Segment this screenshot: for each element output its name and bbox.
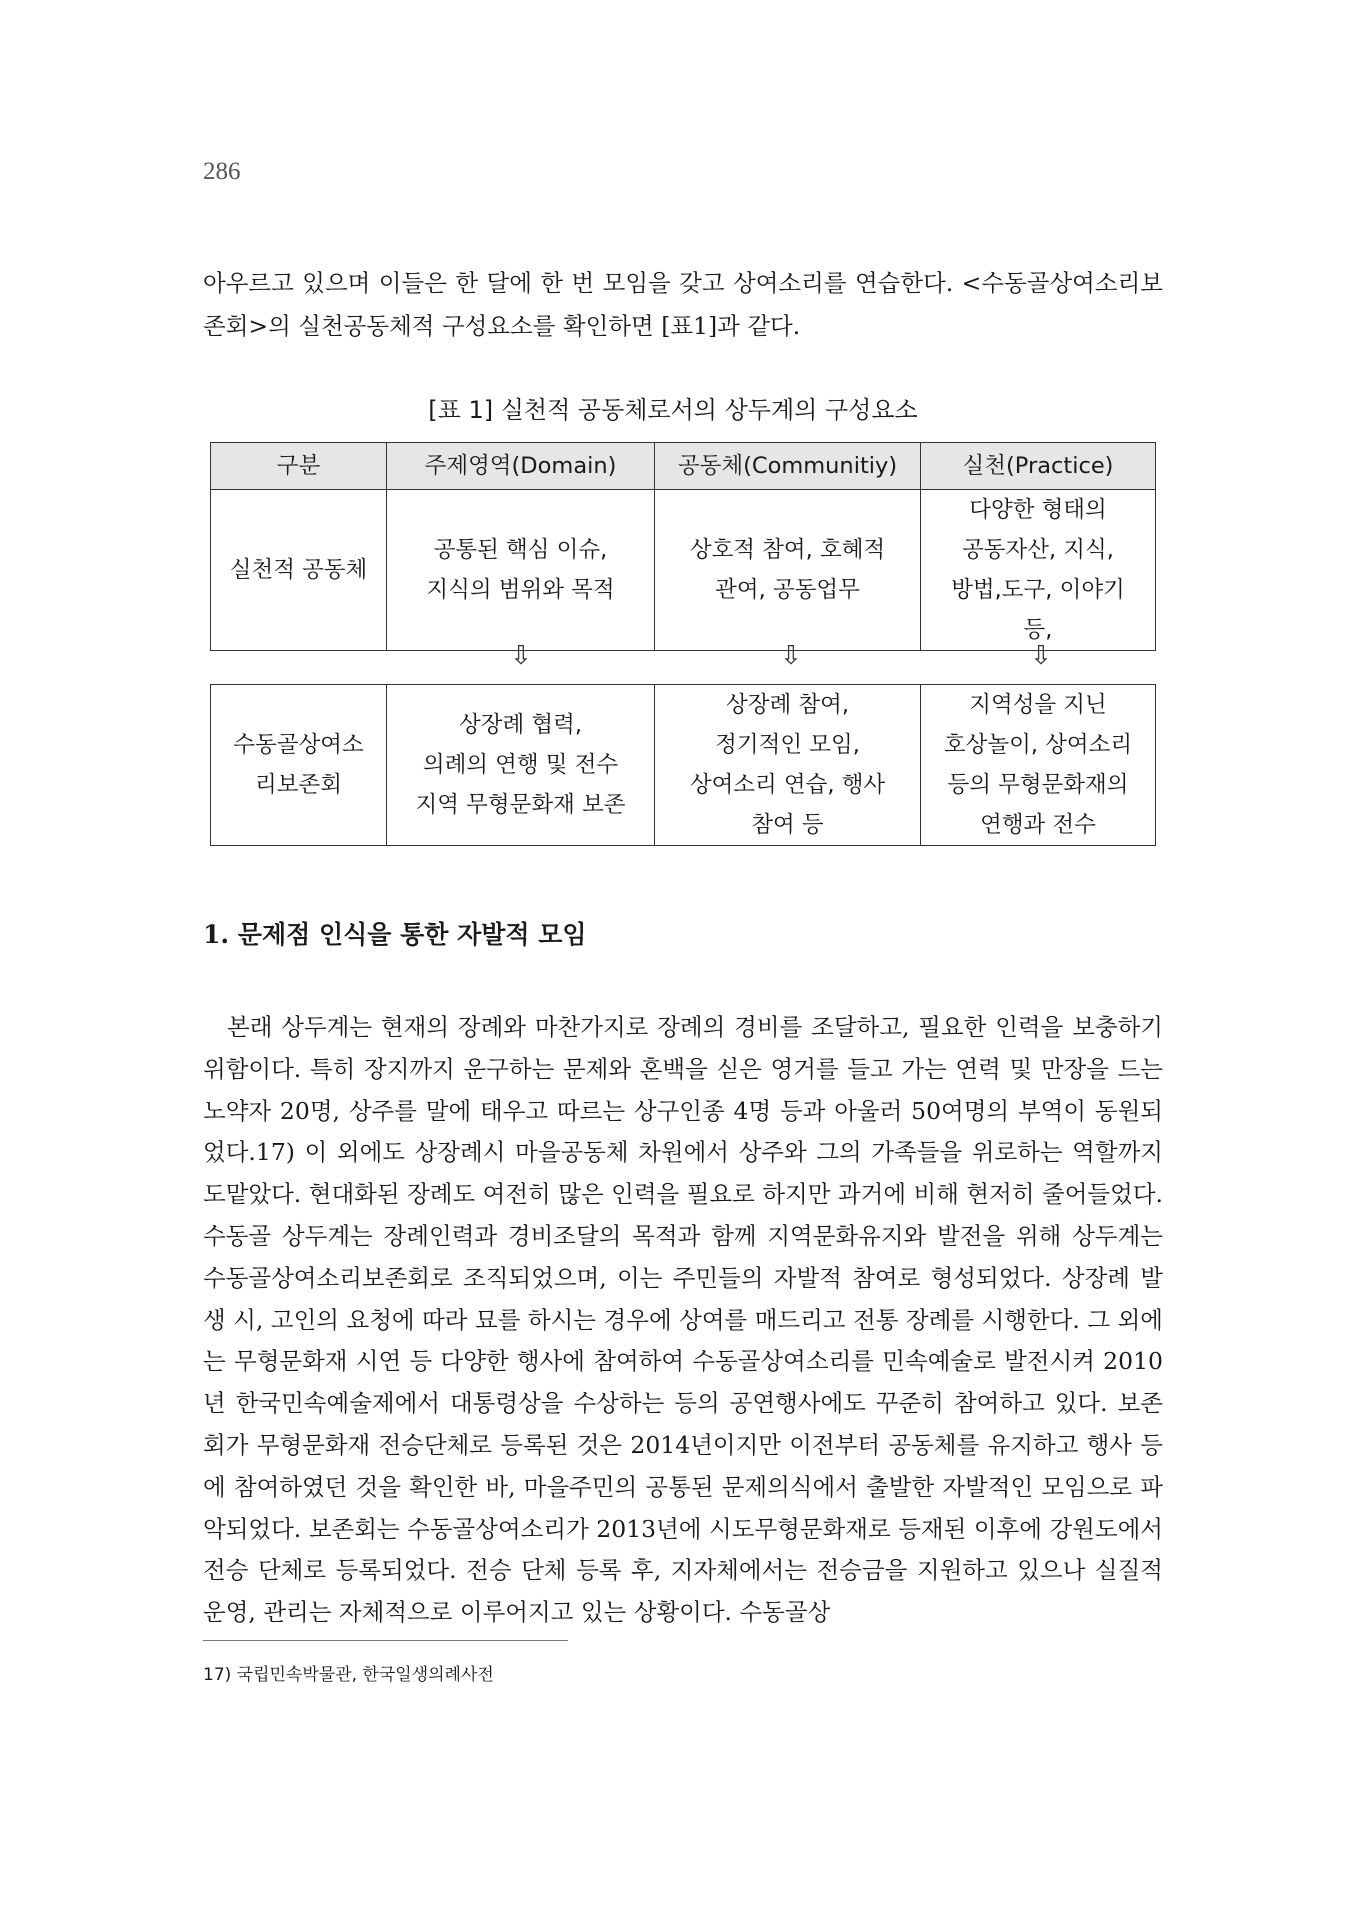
header-domain: 주제영역(Domain): [387, 443, 655, 490]
intro-paragraph: 아우르고 있으며 이들은 한 달에 한 번 모임을 갖고 상여소리를 연습한다. <수동골상여소리보존회>의 실천공동체적 구성요소를 확인하면 [표1]과 같다.: [203, 269, 1163, 340]
components-table: [210, 442, 1156, 651]
row1-domain: 공통된 핵심 이슈, 지식의 범위와 목적: [387, 490, 655, 651]
arrow-row: [210, 641, 1155, 681]
down-arrow-icon: ⇩: [1030, 641, 1052, 671]
components-table-lower: [210, 684, 1156, 846]
table-caption: [표 1] 실천적 공동체로서의 상두계의 구성요소: [428, 396, 918, 424]
body-paragraph: 본래 상두계는 현재의 장례와 마찬가지로 장례의 경비를 조달하고, 필요한 인력을 보충하기 위함이다. 특히 장지까지 운구하는 문제와 혼백을 싣은 영거를 들고 가는 연력 및 만장을 드는 노약자 20명, 상주를 말에 태우고 따르는 상구인종 4명 등과 아울러 50여명의 부역이 동원되었다.17) 이 외에도 상장례시 마을공동체 차원에서 상주와 그의 가족들을 위로하는 역할까지 도맡았다. 현대화된 장례도 여전히 많은 인력을 필요로 하지만 과거에 비해 현저히 줄어들었다. 수동골 상두계는 장례인력과 경비조달의 목적과 함께 지역문화유지와 발전을 위해 상두계는 수동골상여소리보존회로 조직되었으며, 이는 주민들의 자발적 참여로 형성되었다. 상장례 발생 시, 고인의 요청에 따라 묘를 하시는 경우에 상여를 매드리고 전통 장례를 시행한다. 그 외에는 무형문화재 시연 등 다양한 행사에 참여하여 수동골상여소리를 민속예술로 발전시켜 2010년 한국민속예술제에서 대통령상을 수상하는 등의 공연행사에도 꾸준히 참여하고 있다. 보존회가 무형문화재 전승단체로 등록된 것은 2014년이지만 이전부터 공동체를 유지하고 행사 등에 참여하였던 것을 확인한 바, 마을주민의 공통된 문제의식에서 출발한 자발적인 모임으로 파악되었다. 보존회는 수동골상여소리가 2013년에 시도무형문화재로 등재된 이후에 강원도에서 전승 단체로 등록되었다. 전승 단체 등록 후, 지자체에서는 전승금을 지원하고 있으나 실질적 운영, 관리는 자체적으로 이루어지고 있는 상황이다. 수동골상: [203, 1013, 1163, 1627]
header-category: 구분: [211, 443, 387, 490]
table-header-row: [211, 443, 1156, 490]
down-arrow-icon: ⇩: [510, 641, 532, 671]
row1-practice: 다양한 형태의 공동자산, 지식, 방법,도구, 이야기 등,: [921, 490, 1156, 651]
row2-practice: 지역성을 지닌 호상놀이, 상여소리 등의 무형문화재의 연행과 전수: [921, 685, 1156, 846]
row2-label: 수동골상여소 리보존회: [211, 685, 387, 846]
row1-community: 상호적 참여, 호혜적 관여, 공동업무: [655, 490, 921, 651]
row2-community: 상장례 참여, 정기적인 모임, 상여소리 연습, 행사 참여 등: [655, 685, 921, 846]
section-heading: 1. 문제점 인식을 통한 자발적 모임: [203, 920, 587, 949]
footnote: 17) 국립민속박물관, 한국일생의례사전: [203, 1665, 494, 1685]
table-row: [211, 685, 1156, 846]
down-arrow-icon: ⇩: [780, 641, 802, 671]
header-community: 공동체(Communitiy): [655, 443, 921, 490]
page-number: 286: [203, 158, 241, 185]
footnote-divider: [203, 1640, 568, 1641]
row1-label: 실천적 공동체: [211, 490, 387, 651]
header-practice: 실천(Practice): [921, 443, 1156, 490]
table-row: [211, 490, 1156, 651]
row2-domain: 상장례 협력, 의례의 연행 및 전수 지역 무형문화재 보존: [387, 685, 655, 846]
